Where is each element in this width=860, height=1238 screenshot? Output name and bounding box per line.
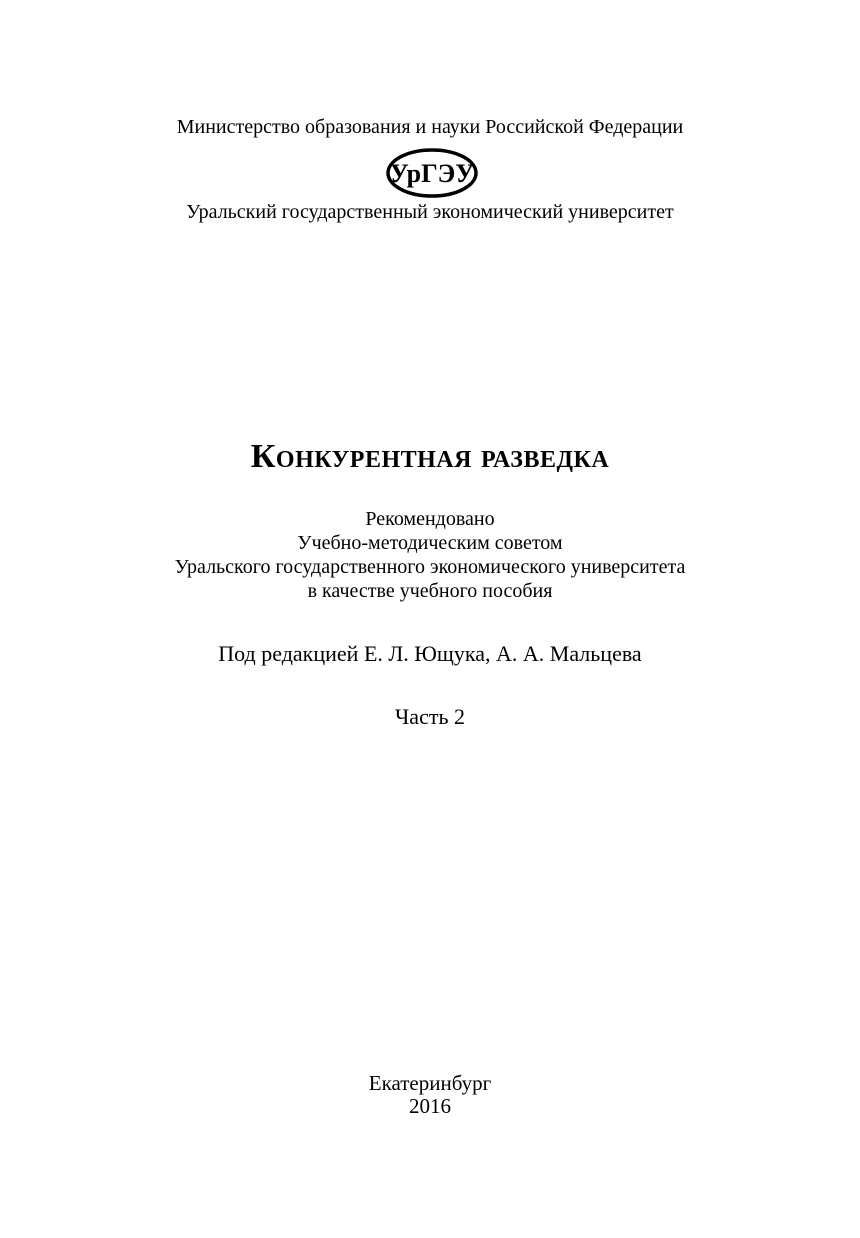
part-number: Часть 2	[395, 704, 465, 729]
university-name: Уральский государственный экономический университет	[186, 201, 674, 223]
book-title: Конкурентная разведка	[250, 438, 610, 475]
recommendation-line-1: Рекомендовано	[365, 508, 495, 530]
publication-city: Екатеринбург	[368, 1071, 492, 1095]
ministry-name: Министерство образования и науки Российской Федерации	[176, 116, 684, 138]
editors: Под редакцией Е. Л. Ющука, А. А. Мальцева	[218, 641, 642, 666]
recommendation-line-2: Учебно-методическим советом	[297, 532, 563, 554]
recommendation-line-4: в качестве учебного пособия	[307, 580, 553, 602]
university-logo	[384, 146, 480, 200]
recommendation-line-3: Уральского государственного экономического университета	[174, 556, 686, 578]
svg-text:УрГЭУ: УрГЭУ	[389, 159, 475, 188]
publication-year: 2016	[409, 1094, 451, 1118]
